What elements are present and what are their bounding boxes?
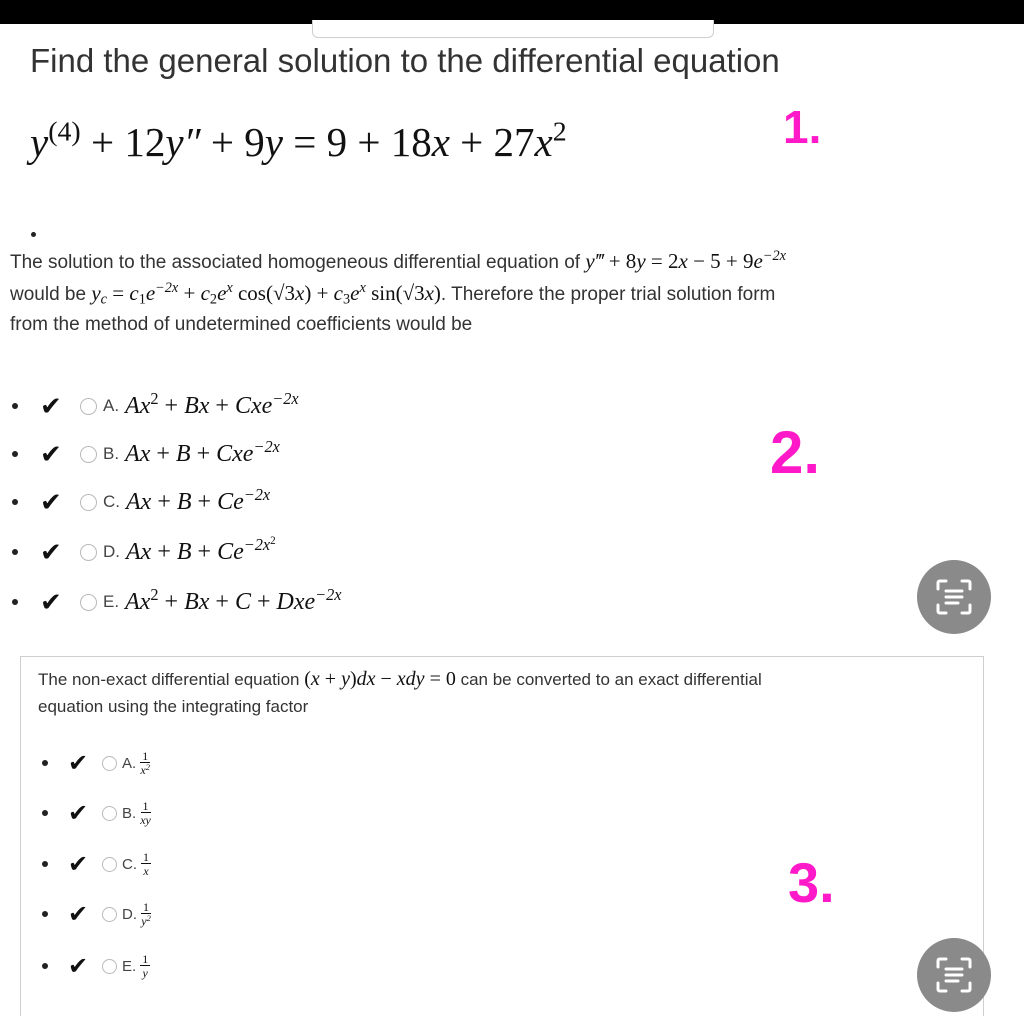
q2-text xyxy=(10,246,1024,340)
q3-option-e[interactable]: ✔ E. $\frac{1}{y}$ xyxy=(42,946,150,986)
q2-option-e[interactable]: ✔ E. Ax$^2$ + Bx + C + Dxe$^{-2x}$ xyxy=(12,584,342,620)
bullet xyxy=(12,599,18,605)
bullet xyxy=(42,963,48,969)
checkmark-icon: ✔ xyxy=(40,536,62,567)
radio-button[interactable] xyxy=(80,494,97,511)
q3-option-b[interactable]: ✔ B. $\frac{1}{xy}$ xyxy=(42,793,151,833)
bullet xyxy=(42,861,48,867)
q3-option-d[interactable]: ✔ D. $\frac{1}{y^2}$ xyxy=(42,894,151,934)
scan-text-icon xyxy=(934,577,974,617)
option-fraction: $\frac{1}{y}$ xyxy=(142,952,149,980)
radio-button[interactable] xyxy=(80,398,97,415)
q3-option-c[interactable]: ✔ C. $\frac{1}{x}$ xyxy=(42,844,151,884)
bullet xyxy=(12,403,18,409)
question-number-3: 3. xyxy=(788,851,835,914)
option-fraction: $\frac{1}{xy}$ xyxy=(140,799,151,827)
q2-line-3: from the method of undetermined coefficients would be xyxy=(10,314,473,335)
option-expression: Ax$^2$ + Bx + Cxe$^{-2x}$ xyxy=(125,388,299,419)
radio-button[interactable] xyxy=(80,544,97,561)
bullet xyxy=(42,911,48,917)
checkmark-icon: ✔ xyxy=(68,952,89,980)
question-number-1: 1. xyxy=(783,101,822,153)
scan-text-icon xyxy=(934,955,974,995)
checkmark-icon: ✔ xyxy=(40,390,62,421)
top-tab-edge xyxy=(312,20,714,38)
bullet xyxy=(12,451,18,457)
option-expression: $Ax + B + Ce^{-2x}$ xyxy=(126,484,271,515)
radio-button[interactable] xyxy=(102,806,117,821)
scan-text-button[interactable] xyxy=(917,938,991,1012)
q2-line-2: would be $y_c = c_1e^{-2x} + c_2e^x$ $\cos(√3x) + c_3e^x$ sin(√3x). Therefore the proper trial solution form xyxy=(10,280,776,308)
radio-button[interactable] xyxy=(80,594,97,611)
checkmark-icon: ✔ xyxy=(68,850,89,878)
checkmark-icon: ✔ xyxy=(68,749,89,777)
q2-option-c[interactable]: ✔ C. $Ax + B + Ce^{-2x}$ xyxy=(12,484,270,520)
checkmark-icon: ✔ xyxy=(40,438,62,469)
radio-button[interactable] xyxy=(102,907,117,922)
q3-line-2: equation using the integrating factor xyxy=(38,697,309,716)
option-expression: Ax$^2$ + Bx + C + Dxe$^{-2x}$ xyxy=(125,584,342,615)
checkmark-icon: ✔ xyxy=(68,799,89,827)
bullet xyxy=(42,760,48,766)
q1-equation: $y^{(4)} + 12y'' + 9y = 9 + 18x + 27x^2$ xyxy=(30,116,567,165)
q3-option-a[interactable]: ✔ A. $\frac{1}{x^2}$ xyxy=(42,743,150,783)
checkmark-icon: ✔ xyxy=(68,900,89,928)
checkmark-icon: ✔ xyxy=(40,586,62,617)
q2-line-1: The solution to the associated homogeneous differential equation of y‴ + $8y = 2x - 5 + 9e^{-2x}$ xyxy=(10,248,786,273)
bullet xyxy=(12,499,18,505)
radio-button[interactable] xyxy=(102,756,117,771)
option-expression: $Ax + B + Ce^{-2x^2}$ xyxy=(126,534,276,565)
radio-button[interactable] xyxy=(80,446,97,463)
q2-option-d[interactable]: ✔ D. $Ax + B + Ce^{-2x^2}$ xyxy=(12,534,276,570)
q2-option-b[interactable]: ✔ B. Ax + B + Cxe$^{-2x}$ xyxy=(12,436,280,472)
option-fraction: $\frac{1}{x}$ xyxy=(143,850,149,878)
question-number-2: 2. xyxy=(770,419,821,486)
radio-button[interactable] xyxy=(102,857,117,872)
bullet xyxy=(42,810,48,816)
q2-option-a[interactable]: ✔ A. Ax$^2$ + Bx + Cxe$^{-2x}$ xyxy=(12,388,299,424)
option-fraction: $\frac{1}{y^2}$ xyxy=(141,900,151,928)
q3-line-1: The non-exact differential equation (x + y)dx − xdy = 0 can be converted to an exact differential xyxy=(38,668,762,690)
option-expression: Ax + B + Cxe$^{-2x}$ xyxy=(125,436,280,467)
radio-button[interactable] xyxy=(102,959,117,974)
q1-prompt: Find the general solution to the differential equation xyxy=(30,42,780,79)
option-fraction: $\frac{1}{x^2}$ xyxy=(140,749,150,777)
separator-dot xyxy=(31,232,36,237)
checkmark-icon: ✔ xyxy=(40,486,62,517)
scan-text-button[interactable] xyxy=(917,560,991,634)
q3-text xyxy=(38,666,968,720)
bullet xyxy=(12,549,18,555)
